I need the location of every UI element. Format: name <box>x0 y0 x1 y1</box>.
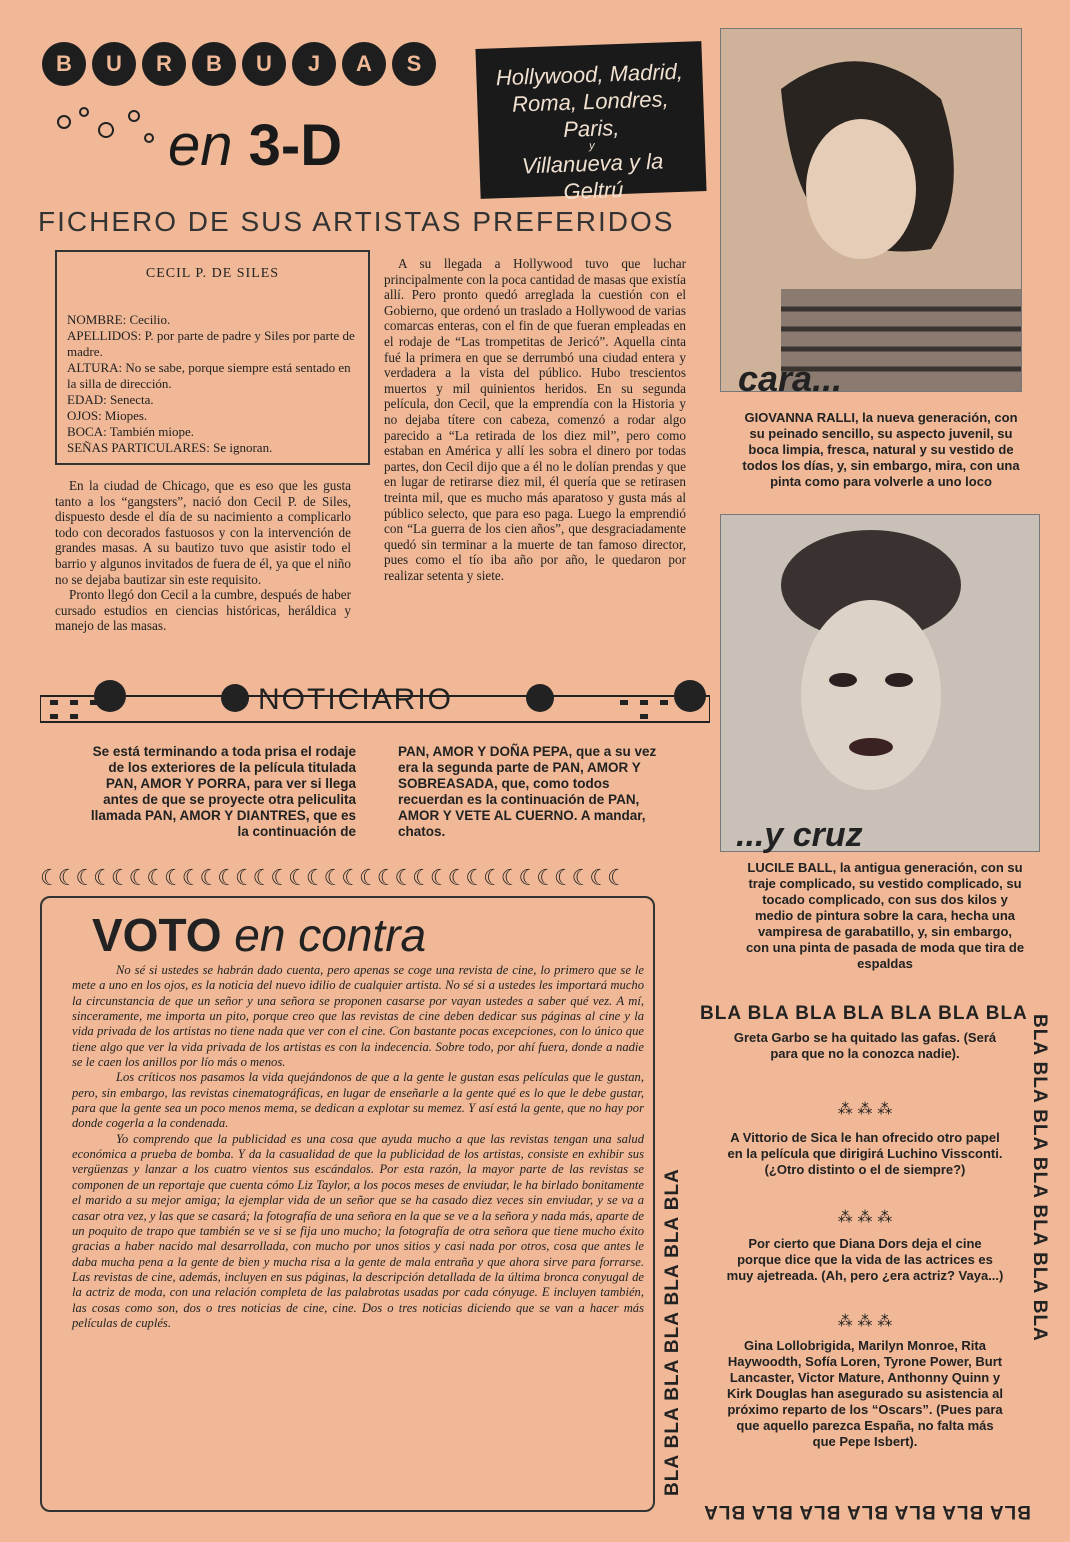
article-paragraph: En la ciudad de Chicago, que es eso que les gusta tanto a los “gangsters”, nació don Cecil P. de Siles, dispuesto desde el día de su nacimiento a complicarlo todo con decorados fastuosos y con la intervención de grandes masas. A su bautizo tuvo que asistir todo el barrio y algunos invitados de fuera de él, ya que el niño no se dejaba bautizar sin este requisito. <box>55 478 351 587</box>
bla-border-top: BLA BLA BLA BLA BLA BLA BLA <box>700 1003 1028 1024</box>
article-paragraph: Pronto llegó don Cecil a la cumbre, después de haber cursado estudios en ciencias históricas, heráldica y manejo de las masas. <box>55 587 351 634</box>
bubble-letter: J <box>292 42 336 86</box>
separator-glyph: ⁂ ⁂ ⁂ <box>837 1100 893 1118</box>
article-column-2 <box>384 256 686 583</box>
giovanna-ralli-photo <box>720 28 1022 392</box>
article-paragraph: A su llegada a Hollywood tuvo que luchar principalmente con la poca cantidad de masas que existía allí. Pero pronto quedó arreglada la cuestión con el Gobierno, que ordenó un traslado a Hollywood de varias comarcas enteras, con el fin de que fueran empleadas en el rodaje de “Las trompetitas de Jericó”. Aquella cinta fué la primera en que se derrumbó una ciudad entera y verdadera a la vista del público. Hubo trescientos muertos y mil quinientos heridos. En su segunda película, don Cecil, que la emprendía con la Historia y no dejaba títere con cabeza, comenzó a rodar algo parecido a “La retirada de los diez mil”, pero como estaban en América y allí les sobra el dinero por todas partes, don Cecil dijo que a él no le dolían prendas y que en lugar de retirarse diez mil, él quería que se retirasen treinta mil, que es mucho más aparatoso y gusta más al público selecto, que para eso paga. Luego la emprendió con “La guerra de los cien años”, que desgraciadamente quedó sin terminar a la muerte de tan famoso director, pues como el tío iba año por año, le quedaron por realizar setenta y siete. <box>384 256 686 583</box>
voto-title-en: en contra <box>234 909 427 961</box>
bubble-letter: U <box>242 42 286 86</box>
bla-border-left: BLA BLA BLA BLA BLA BLA BLA <box>662 1168 683 1496</box>
bla-item: A Vittorio de Sica le han ofrecido otro papel en la película que dirigirá Luchino Vissconti. (¿Otro distinto o el de siempre?) <box>727 1130 1003 1177</box>
fichero-heading: FICHERO DE SUS ARTISTAS PREFERIDOS <box>38 206 675 237</box>
voto-title <box>92 908 426 962</box>
card-row: SEÑAS PARTICULARES: Se ignoran. <box>67 440 273 455</box>
article-column-1 <box>55 478 351 634</box>
cities-line: Hollywood, Madrid, <box>495 58 684 91</box>
separator-glyph: ⁂ ⁂ ⁂ <box>837 1208 893 1226</box>
voto-text <box>72 963 644 1331</box>
news-item-1: Se está terminando a toda prisa el rodaje de los exteriores de la película titulada PAN, AMOR Y PORRA, para ver si llega antes de que se proyecte otra peliculita llamada PAN, AMOR Y DIANTRES, que es la continuación de <box>90 744 356 839</box>
en3d-en: en <box>168 113 233 178</box>
bla-border-bottom: BLA BLA BLA BLA BLA BLA BLA <box>703 1501 1031 1522</box>
card-row: ALTURA: No se sabe, porque siempre está sentado en la silla de dirección. <box>67 360 351 391</box>
cruz-caption: LUCILE BALL, la antigua generación, con su traje complicado, su vestido complicado, su tocado complicado, con sus dos kilos y medio de pintura sobre la cara, hecha una vampiresa de garabatillo, y, sin embargo, con una pinta de pasada de moda que tira de espaldas <box>745 860 1025 971</box>
voto-paragraph: Yo comprendo que la publicidad es una cosa que ayuda mucho a que las revistas tengan una salud económica a prueba de bomba. Y da la casualidad de que la publicidad de los artistas, consiste en exhibir sus vergüenzas y lanzar a los cuatro vientos sus escándalos. Por esta razón, la mayor parte de las revistas se componen de un reportaje que cuenta cómo Liz Taylor, a los pocos meses de enviudar, le ha birlado bonitamente el marido a su mejor amiga; la ejemplar vida de un señor que se ha casado diez veces sin enviudar, y se va a casar otra vez, y las que se casará; la fotografía de una señora en la que se ve a la señora y nada más, aparte de un poquito de trapo que también se ve si se fija uno mucho; la fotografía de otra señora que tiene mucho éxito gracias a haber nacido mal desarrollada, con mucho por unos sitios y casi nada por otros, cosa que antes le daba mucha pena a la gente de bien y mucha risa a la gente de mala entraña y que ahora sirve para forrarse. Las revistas de cine, además, incluyen en sus páginas, la descripción detallada de la última bronca conyugal de la actriz de moda, con una relación completa de las palabrotas usadas por cada cónyuge. E incluyen también, las cosas como son, dos o tres noticias de cine, cine. Dos o tres noticias diciendo que se van a hacer más películas de cuplés. <box>72 1131 644 1330</box>
card-row: NOMBRE: Cecilio. <box>67 312 171 327</box>
lucile-ball-photo <box>720 514 1040 852</box>
news-item-2: PAN, AMOR Y DOÑA PEPA, que a su vez era la segunda parte de PAN, AMOR Y SOBREASADA, que, como todos recuerdan es la continuación de PAN, AMOR Y VETE AL CUERNO. A mandar, chatos. <box>398 744 657 839</box>
cara-label: cara... <box>738 358 843 399</box>
voto-paragraph: Los críticos nos pasamos la vida quejándonos de que a la gente le gustan esas películas que le gustan, pero, sin embargo, las revistas cinematográficas, en lugar de enseñarle a la gente qué es lo que le debe gustar, para que la gente sea un poco menos mema, se dedican a explotar su memez. Y así está la gente, que no hay por donde cogerla a la condenada. <box>72 1070 644 1131</box>
bubble-letter: R <box>142 42 186 86</box>
cities-banner <box>475 41 706 204</box>
bla-item: Greta Garbo se ha quitado las gafas. (Será para que no la conozca nadie). <box>733 1030 997 1061</box>
bla-item: Por cierto que Diana Dors deja el cine porque dice que la vida de las actrices es muy ajetreada. (Ah, pero ¿era actriz? Vaya...) <box>726 1236 1004 1283</box>
portrait-image <box>721 29 1021 391</box>
cities-line: y <box>588 139 595 153</box>
portrait-image <box>721 515 1039 851</box>
artist-card <box>55 250 370 465</box>
voto-paragraph: No sé si ustedes se habrán dado cuenta, pero apenas se coge una revista de cine, lo primero que se le mete a uno en los ojos, es la noticia del nuevo idilio de cualquier artista. No sé si a ustedes les importará mucho la circunstancia de que un señor y una señora se proponen casarse por vayan ustedes a saber qué vez. A mí, sinceramente, me importa un pito, porque creo que las revistas de cine deben dedicar sus páginas al cine y la vida privada de los artistas no tiene nada que ver con el cine. Con bastante pocas excepciones, con lo único que tiene algo que ver la vida privada de los artistas es con la indecencia. Sobre todo, por ahí fuera, donde a nadie se le caen los anillos por lío más o menos. <box>72 963 644 1070</box>
bubble-letter: B <box>192 42 236 86</box>
cities-line: Villanueva y la Geltrú <box>521 148 664 204</box>
noticiario-title: NOTICIARIO <box>258 683 454 716</box>
cities-line: Roma, Londres, Paris, <box>511 86 670 142</box>
small-bubbles-decoration <box>44 100 164 150</box>
bla-item: Gina Lollobrigida, Marilyn Monroe, Rita Haywoodth, Sofía Loren, Tyrone Power, Burt Lancaster, Victor Mature, Anthonny Quinn y Kirk Douglas han asegurado su asistencia al próximo reparto de los “Oscars”. (Pues para que aquello parezca España, no falta más que Pepe Isbert). <box>727 1338 1003 1449</box>
en3d-3d: 3-D <box>248 113 343 178</box>
voto-title-main: VOTO <box>92 909 222 961</box>
cara-caption: GIOVANNA RALLI, la nueva generación, con su peinado sencillo, su aspecto juvenil, su boca limpia, fresca, natural y su vestido de todos los días, y, sin embargo, mira, con una pinta como para volverle a uno loco <box>742 410 1020 489</box>
bubble-letter: A <box>342 42 386 86</box>
bubble-letter: U <box>92 42 136 86</box>
card-row: APELLIDOS: P. por parte de padre y Siles por parte de madre. <box>67 328 355 359</box>
bubble-letter: B <box>42 42 86 86</box>
card-name: CECIL P. DE SILES <box>145 266 280 281</box>
crescent-divider: ☾☾☾☾☾☾☾☾☾☾☾☾☾☾☾☾☾☾☾☾☾☾☾☾☾☾☾☾☾☾☾☾☾ <box>40 866 625 891</box>
card-row: BOCA: También miope. <box>67 424 195 439</box>
y-cruz-label: ...y cruz <box>736 816 863 854</box>
en-3d-title <box>168 112 342 179</box>
card-row: EDAD: Senecta. <box>67 392 154 407</box>
bubble-letter: S <box>392 42 436 86</box>
card-row: OJOS: Miopes. <box>67 408 148 423</box>
separator-glyph: ⁂ ⁂ ⁂ <box>837 1312 893 1330</box>
bla-border-right: BLA BLA BLA BLA BLA BLA BLA <box>1029 1014 1050 1342</box>
